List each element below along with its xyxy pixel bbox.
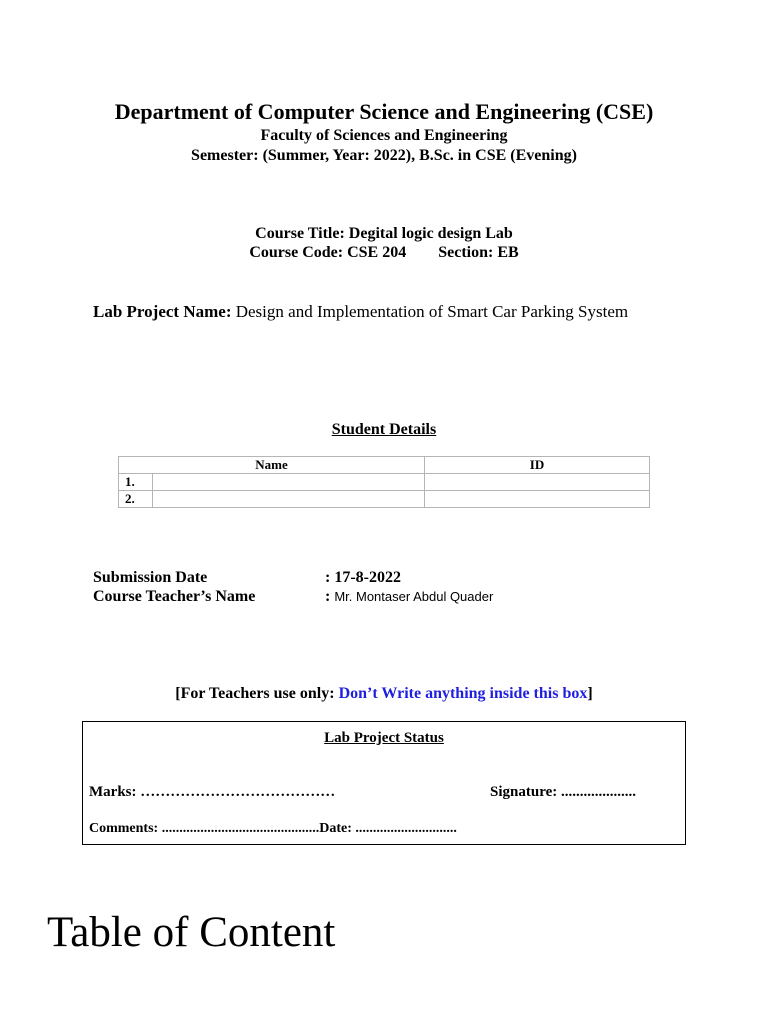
signature-field: Signature: .................... <box>490 784 636 800</box>
teachers-note-close: ] <box>587 685 593 702</box>
course-teacher-value-wrap <box>325 588 493 606</box>
teachers-use-note <box>0 685 768 703</box>
lab-project-status-box <box>82 721 686 845</box>
table-of-content-heading: Table of Content <box>47 909 336 956</box>
marks-field: Marks: ………………………………… <box>89 784 336 800</box>
course-teacher-row <box>93 588 494 606</box>
course-teacher-name: Mr. Montaser Abdul Quader <box>334 589 494 604</box>
department-title: Department of Computer Science and Engineering (CSE) <box>114 99 654 124</box>
course-teacher-label: Course Teacher’s Name <box>93 588 256 605</box>
student-id-cell <box>425 474 650 491</box>
student-name-cell <box>153 474 425 491</box>
id-column-header: ID <box>425 457 650 474</box>
table-row <box>119 474 650 491</box>
submission-date-label: Submission Date <box>93 569 208 586</box>
row-number: 1. <box>119 474 153 491</box>
lab-project-name: Design and Implementation of Smart Car Parking System <box>235 302 629 321</box>
table-row <box>119 491 650 508</box>
course-code-line <box>0 244 768 262</box>
submission-date-value: : 17-8-2022 <box>325 569 401 586</box>
student-details-table <box>118 456 650 508</box>
lab-project-line <box>93 302 628 322</box>
course-code: Course Code: CSE 204 <box>249 244 407 261</box>
status-box-title: Lab Project Status <box>324 730 444 746</box>
submission-date-row <box>93 569 401 587</box>
student-details-heading: Student Details <box>331 421 437 438</box>
name-column-header: Name <box>119 457 425 474</box>
faculty-title: Faculty of Sciences and Engineering <box>260 127 508 144</box>
student-id-cell <box>425 491 650 508</box>
teachers-note-warning: Don’t Write anything inside this box <box>338 685 588 702</box>
course-section: Section: EB <box>438 244 519 261</box>
lab-project-label: Lab Project Name: <box>93 302 232 321</box>
row-number: 2. <box>119 491 153 508</box>
semester-line: Semester: (Summer, Year: 2022), B.Sc. in CSE (Evening) <box>191 147 577 164</box>
comments-date-field: Comments: .............................................Date: ............................. <box>89 821 457 836</box>
teachers-note-open: [For Teachers use only: <box>175 685 339 702</box>
table-header-row <box>119 457 650 474</box>
course-teacher-colon: : <box>325 588 331 605</box>
course-title: Course Title: Degital logic design Lab <box>255 225 513 242</box>
student-name-cell <box>153 491 425 508</box>
